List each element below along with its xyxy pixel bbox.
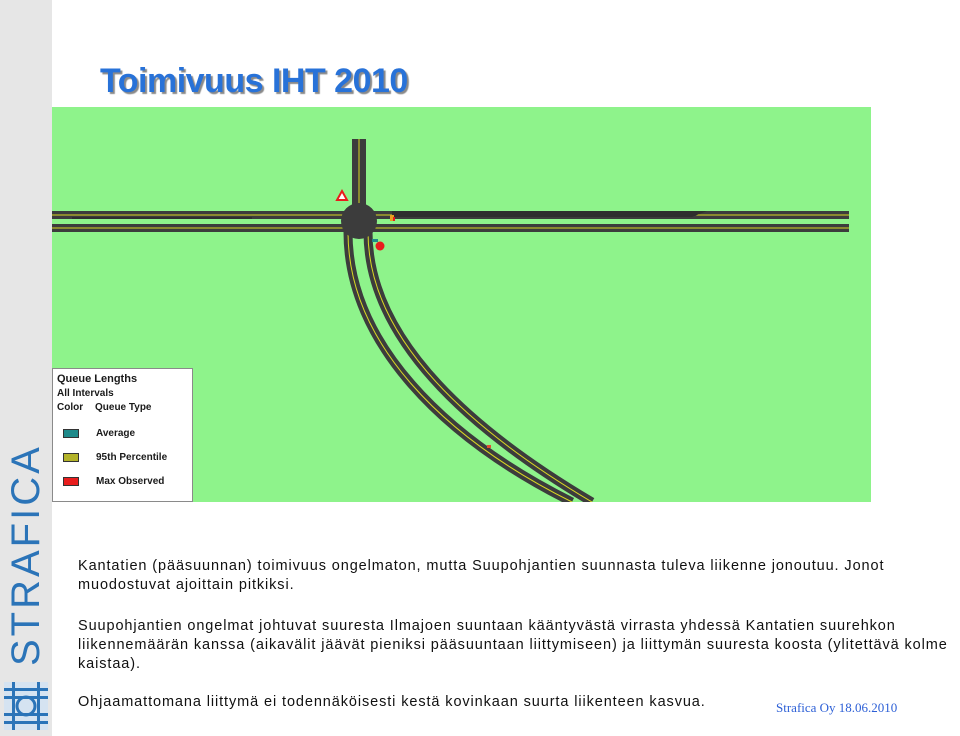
legend-item-label: 95th Percentile xyxy=(96,452,168,463)
queue-lengths-legend xyxy=(52,368,193,502)
brand-wordmark: STRAFICA xyxy=(4,444,48,666)
slide-footer: Strafica Oy 18.06.2010 xyxy=(776,700,898,715)
legend-item-label: Max Observed xyxy=(96,476,165,487)
percentile-swatch xyxy=(63,453,79,462)
strafica-logo-icon xyxy=(4,682,48,730)
max-queue-marker xyxy=(376,242,385,251)
average-swatch xyxy=(63,429,79,438)
legend-color-header: Color xyxy=(57,402,84,413)
queue-marker-average xyxy=(372,239,378,242)
junction-area xyxy=(341,203,377,239)
queue-marker-max-east xyxy=(393,217,395,221)
paragraph-main-road: Kantatien (pääsuunnan) toimivuus ongelmaton, mutta Suupohjantien suunnasta tuleva liikenne jonoutuu. Jonot muodostuvat ajoittain pitkiksi. xyxy=(78,558,885,593)
paragraph-problem-cause: Suupohjantien ongelmat johtuvat suuresta Ilmajoen suuntaan kääntyvästä virrasta yhdessä Kantatien suurehkon liikennemäärän kanssa (aikavälit jäävät pieniksi pääsuuntaan liittymiseen) ja liittymän suuresta koosta (ylitettävä kolme kaistaa). xyxy=(78,618,948,672)
south-leg-lane-line xyxy=(348,232,572,502)
turn-lane-west xyxy=(72,217,252,219)
legend-subtitle: All Intervals xyxy=(57,388,114,399)
legend-title: Queue Lengths xyxy=(57,373,138,385)
brand-sidebar xyxy=(0,0,52,736)
slide-title: Toimivuus IHT 2010 xyxy=(100,62,408,100)
paragraph-conclusion: Ohjaamattomana liittymä ei todennäköisesti kestä kovinkaan suurta liikenteen kasvua. xyxy=(78,694,706,710)
legend-item-label: Average xyxy=(96,428,136,439)
traffic-simulation-view xyxy=(52,107,871,502)
max-swatch xyxy=(63,477,79,486)
legend-type-header: Queue Type xyxy=(95,402,152,413)
queue-marker-south xyxy=(487,445,491,448)
yield-sign-icon xyxy=(337,191,347,200)
turn-lane-east xyxy=(392,211,707,217)
south-leg-road-west xyxy=(348,232,572,502)
